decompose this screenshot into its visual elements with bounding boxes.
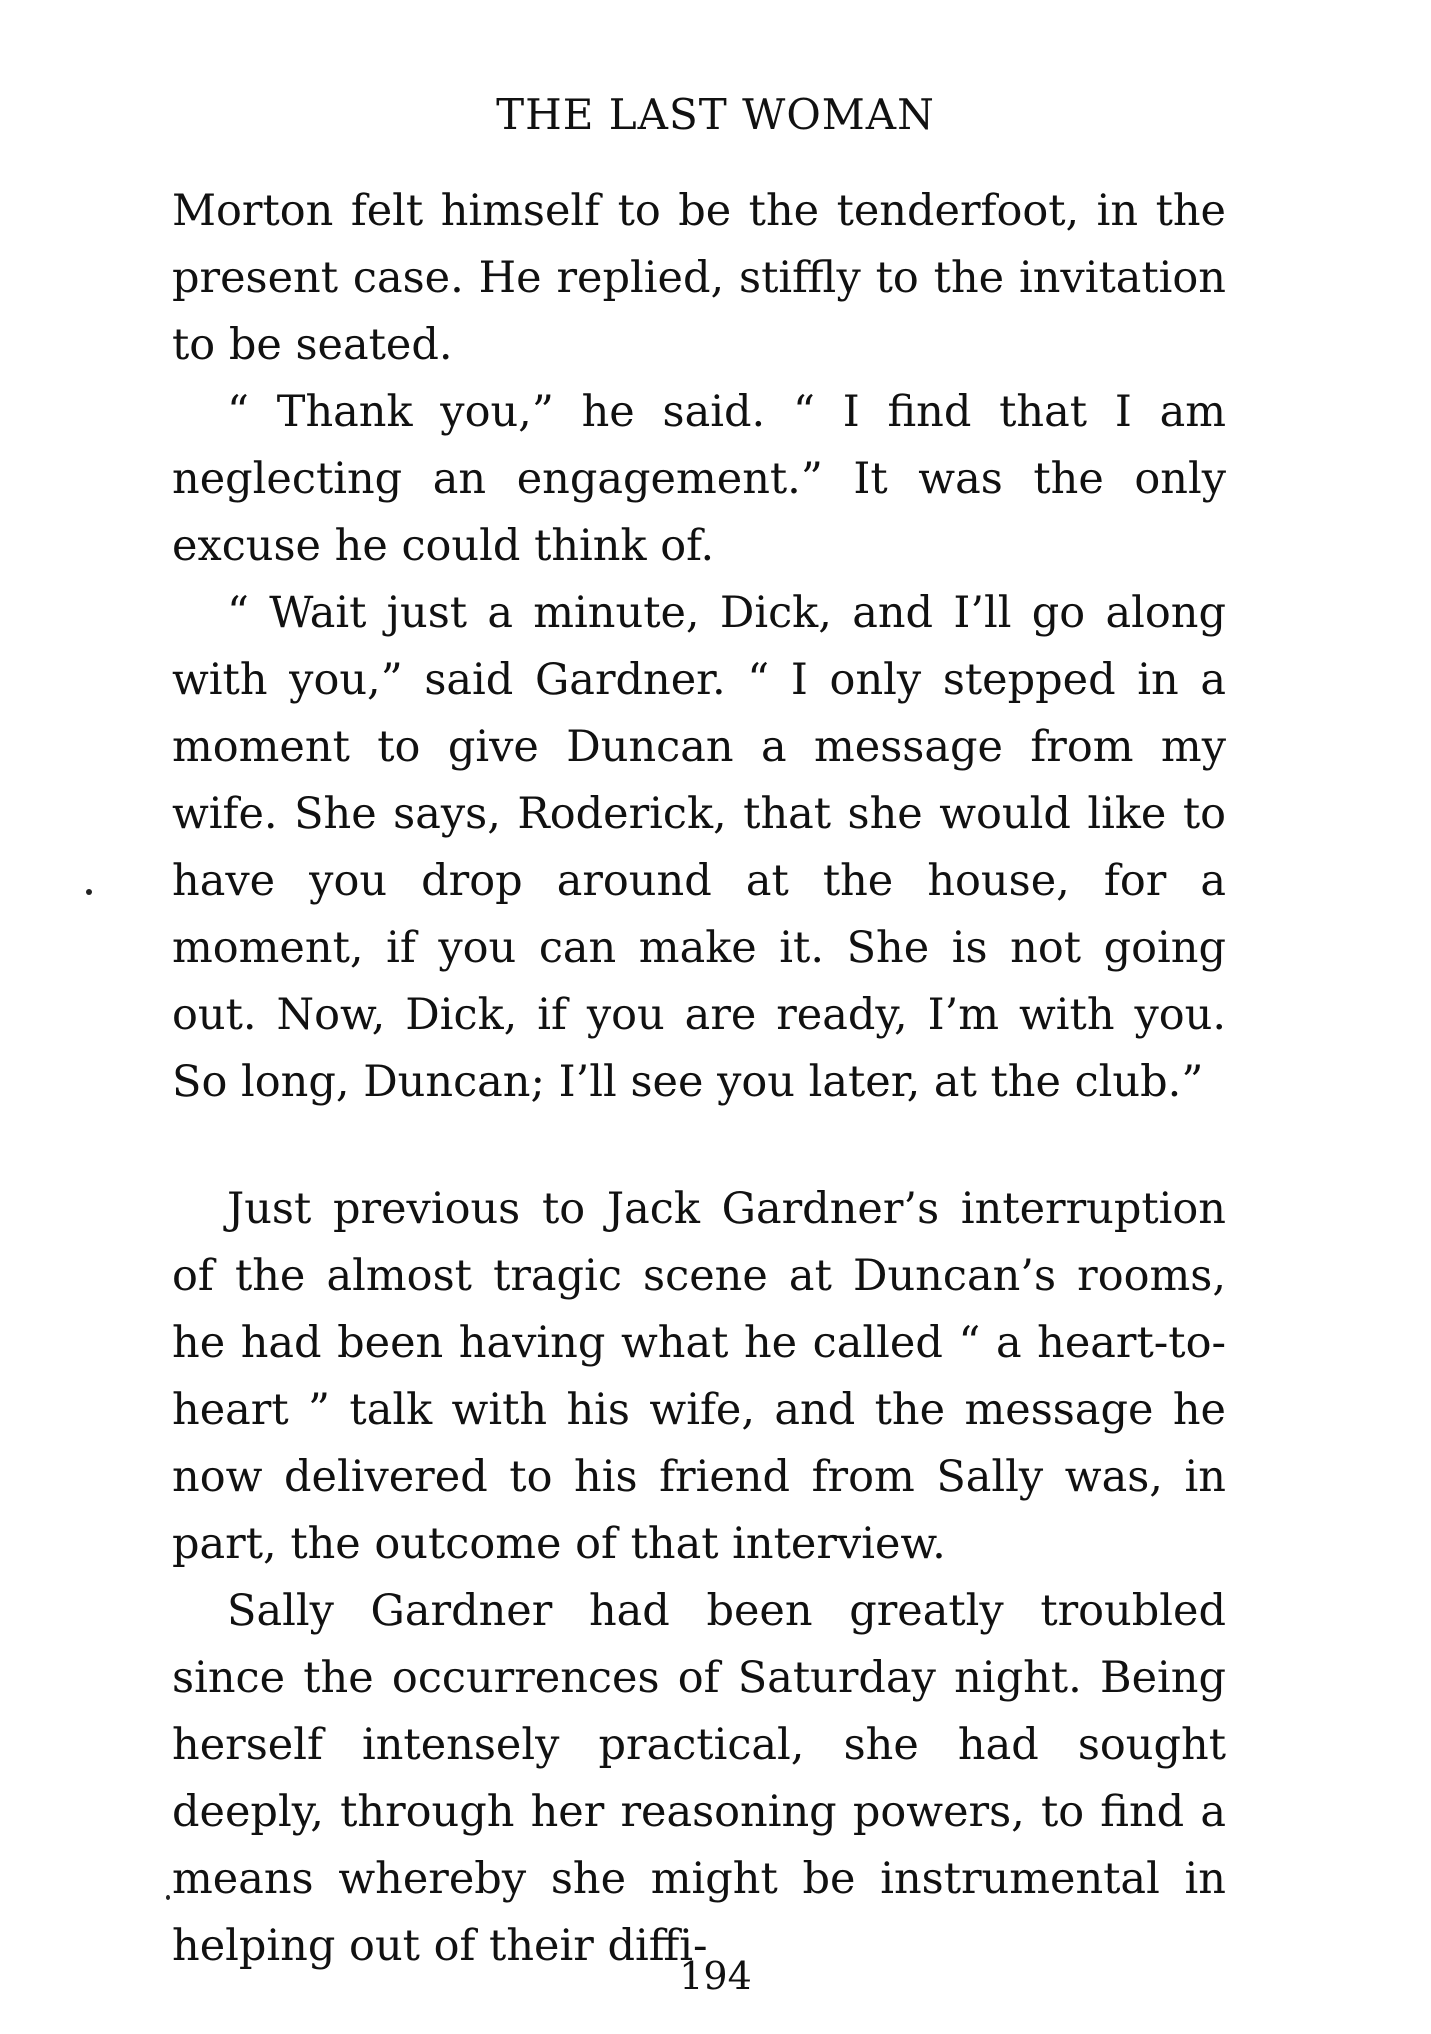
ink-speck <box>166 1895 170 1900</box>
running-title: THE LAST WOMAN <box>496 90 935 139</box>
text-section-2 <box>172 1176 1226 1980</box>
text-section-1 <box>172 178 1226 1116</box>
ink-speck <box>86 889 92 895</box>
paragraph: Just previous to Jack Gardner’s interruption of the almost tragic scene at Duncan’s rooms, he had been having what he called “ a heart-to-heart ” talk with his wife, and the message he now delivered to his friend from Sally was, in part, the outcome of that interview. <box>172 1184 1226 1569</box>
paragraph: Sally Gardner had been greatly troubled since the occurrences of Saturday night. Being herself intensely practical, she had sought deeply, through her reasoning powers, to find a means whereby she might be instrumental in helping out of their diffi- <box>172 1586 1226 1971</box>
page-number: 194 <box>679 1954 752 1998</box>
paragraph: Morton felt himself to be the tenderfoot, in the present case. He replied, stiffly to the invitation to be seated. <box>172 186 1226 370</box>
paragraph: “ Wait just a minute, Dick, and I’ll go along with you,” said Gardner. “ I only stepped in a moment to give Duncan a message from my wife. She says, Roderick, that she would like to have you drop around at the house, for a moment, if you can make it. She is not going out. Now, Dick, if you are ready, I’m with you. So long, Duncan; I’ll see you later, at the club.” <box>172 588 1226 1107</box>
paragraph: “ Thank you,” he said. “ I find that I am neglecting an engagement.” It was the only excuse he could think of. <box>172 387 1226 571</box>
